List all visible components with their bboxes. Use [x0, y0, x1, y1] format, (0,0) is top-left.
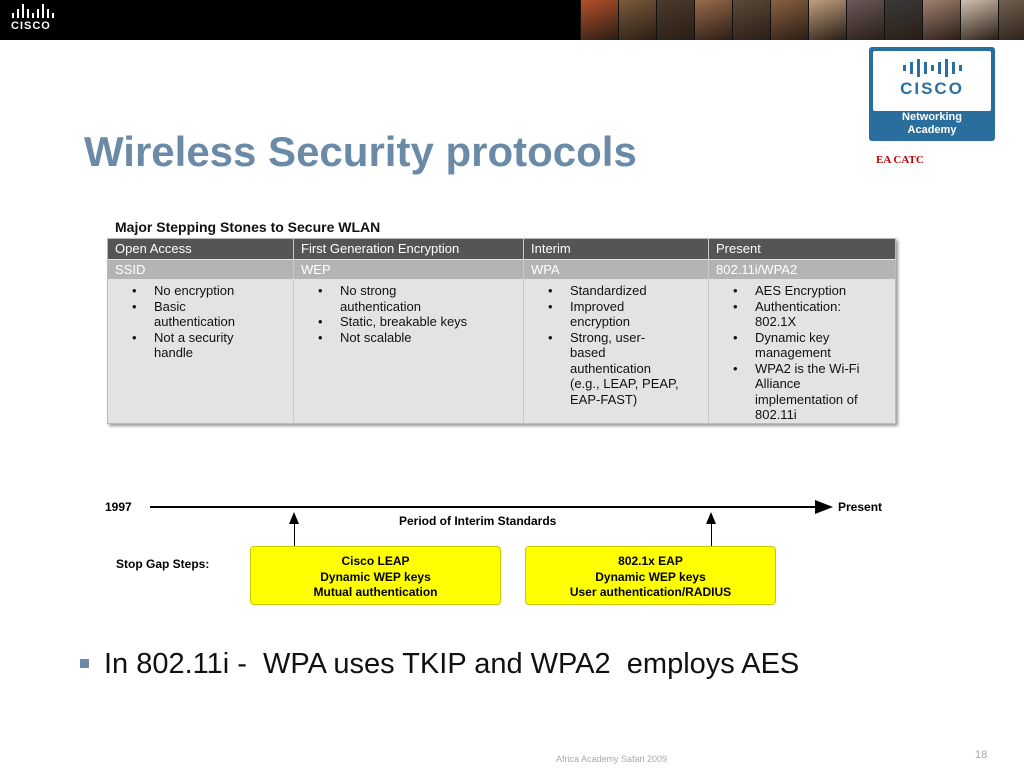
header-photo: [580, 0, 618, 40]
footer-text: Africa Academy Safari 2009: [556, 754, 668, 764]
column-first-generation: [294, 239, 524, 423]
column-phase: Interim: [524, 239, 708, 259]
header-photo: [808, 0, 846, 40]
list-item: • Dynamic key management: [733, 330, 865, 361]
column-name: 802.11i/WPA2: [709, 260, 895, 279]
header-photo: [694, 0, 732, 40]
feature-list: [709, 283, 895, 423]
academy-label: Networking Academy: [902, 111, 962, 136]
list-item: • Static, breakable keys: [318, 314, 470, 330]
timeline-period-label: Period of Interim Standards: [399, 514, 557, 528]
stop-gap-box-eap: 802.1x EAP Dynamic WEP keys User authentication/RADIUS: [525, 546, 776, 605]
list-item: • Not scalable: [318, 330, 470, 346]
feature-list: [294, 283, 523, 345]
feature-list: [108, 283, 293, 361]
cisco-bars-icon: [873, 57, 991, 79]
photo-strip: [580, 0, 1024, 40]
column-interim: [524, 239, 709, 423]
cisco-logo: [6, 4, 66, 36]
header-photo: [618, 0, 656, 40]
list-item: • Not a security handle: [132, 330, 264, 361]
header-photo: [656, 0, 694, 40]
header-photo: [922, 0, 960, 40]
list-item: • AES Encryption: [733, 283, 880, 299]
networking-academy-logo: [869, 47, 995, 141]
list-item: • No encryption: [132, 283, 264, 299]
column-phase: Open Access: [108, 239, 293, 259]
arrow-right-icon: [815, 500, 833, 514]
ea-catc-tag: EA CATC: [876, 154, 924, 166]
column-phase: Present: [709, 239, 895, 259]
list-item: • Authentication: 802.1X: [733, 299, 880, 330]
table-title: Major Stepping Stones to Secure WLAN: [115, 219, 381, 235]
page-number: 18: [975, 749, 988, 761]
list-item: • Strong, user-based authentication (e.g., LEAP, PEAP, EAP-FAST): [548, 330, 680, 408]
header-photo: [846, 0, 884, 40]
header-photo: [732, 0, 770, 40]
stop-gap-label: Stop Gap Steps:: [116, 557, 210, 571]
column-phase: First Generation Encryption: [294, 239, 523, 259]
list-item: • Improved encryption: [548, 299, 680, 330]
feature-list: [524, 283, 708, 407]
list-item: • Standardized: [548, 283, 680, 299]
connector-line: [294, 522, 295, 547]
timeline-start: 1997: [105, 500, 132, 514]
cisco-logo-text: CISCO: [11, 20, 51, 32]
square-bullet-icon: [80, 659, 89, 668]
stop-gap-box-leap: Cisco LEAP Dynamic WEP keys Mutual authentication: [250, 546, 501, 605]
timeline-end: Present: [838, 500, 883, 514]
column-open-access: [108, 239, 294, 423]
slide-title: Wireless Security protocols: [84, 128, 637, 175]
cisco-bars-icon: [12, 4, 66, 18]
header-photo: [770, 0, 808, 40]
academy-brand: CISCO: [900, 79, 964, 98]
list-item: • Basic authentication: [132, 299, 264, 330]
header-bar: [0, 0, 1024, 40]
header-photo: [884, 0, 922, 40]
wlan-table: [107, 238, 896, 424]
timeline-line: [150, 506, 818, 508]
header-photo: [960, 0, 998, 40]
column-name: SSID: [108, 260, 293, 279]
bullet-text: In 802.11i - WPA uses TKIP and WPA2 employs AES: [104, 648, 800, 680]
column-name: WEP: [294, 260, 523, 279]
column-name: WPA: [524, 260, 708, 279]
header-photo: [998, 0, 1024, 40]
connector-line: [711, 522, 712, 547]
column-present: [709, 239, 895, 423]
list-item: • WPA2 is the Wi-Fi Alliance implementation of 802.11i: [733, 361, 880, 423]
list-item: • No strong authentication: [318, 283, 460, 314]
